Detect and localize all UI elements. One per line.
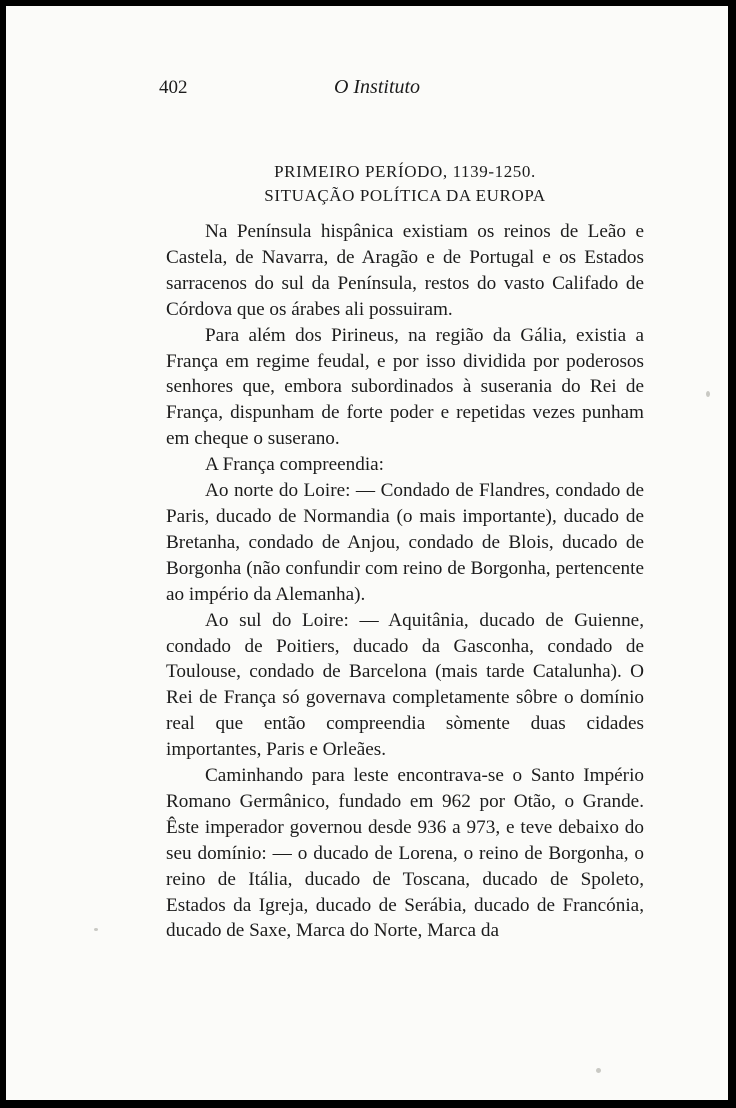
paragraph-south-of-loire: Ao sul do Loire: — Aquitânia, ducado de Guienne, condado de Poitiers, ducado da Gasconha, condado de Toulouse, condado de Barcelona (mais tarde Catalunha). O Rei de França só governava completamente sôbre o domínio real que então compreendia sòmente duas cidades importantes, Paris e Orleães.: [166, 609, 644, 761]
section-heading-period: PRIMEIRO PERÍODO, 1139-1250.: [274, 162, 536, 181]
paper-speck: [706, 391, 710, 397]
paragraph-north-of-loire: Ao norte do Loire: — Condado de Flandres, condado de Paris, ducado de Normandia (o mais importante), ducado de Bretanha, condado de Anjou, condado de Blois, ducado de Borgonha (não confundir com reino de Borgonha, pertencente ao império da Alemanha).: [166, 480, 644, 605]
book-page: [6, 6, 728, 1100]
paper-speck: [94, 928, 98, 931]
section-heading: [166, 160, 644, 208]
page-number: 402: [159, 77, 188, 98]
paragraph-france-feudal: Para além dos Pirineus, na região da Gália, existia a França em regime feudal, e por isso dividida por poderosos senhores que, embora subordinados à suserania do Rei de França, dispunham de forte poder e repetidas vezes punham em cheque o suserano.: [166, 324, 644, 450]
page-header: [6, 72, 728, 102]
paragraph-iberian-peninsula: Na Península hispânica existiam os reinos de Leão e Castela, de Navarra, de Aragão e de Portugal e os Estados sarracenos do sul da Península, restos do vasto Califado de Córdova que os árabes ali possuiram.: [166, 221, 644, 320]
paragraph-holy-roman-empire: Caminhando para leste encontrava-se o Santo Império Romano Germânico, fundado em 962 por Otão, o Grande. Êste imperador governou desde 936 a 973, e teve debaixo do seu domínio: — o ducado de Lorena, o reino de Borgonha, o reino de Itália, ducado de Toscana, ducado de Spoleto, Estados da Igreja, ducado de Serábia, ducado de Francónia, ducado de Saxe, Marca do Norte, Marca da: [166, 765, 644, 942]
body-text: [166, 219, 644, 944]
paragraph-france-comprised: A França compreendia:: [205, 454, 385, 476]
section-heading-subject: SITUAÇÃO POLÍTICA DA EUROPA: [264, 186, 546, 205]
running-title: O Instituto: [333, 76, 421, 98]
paper-speck: [596, 1068, 601, 1073]
